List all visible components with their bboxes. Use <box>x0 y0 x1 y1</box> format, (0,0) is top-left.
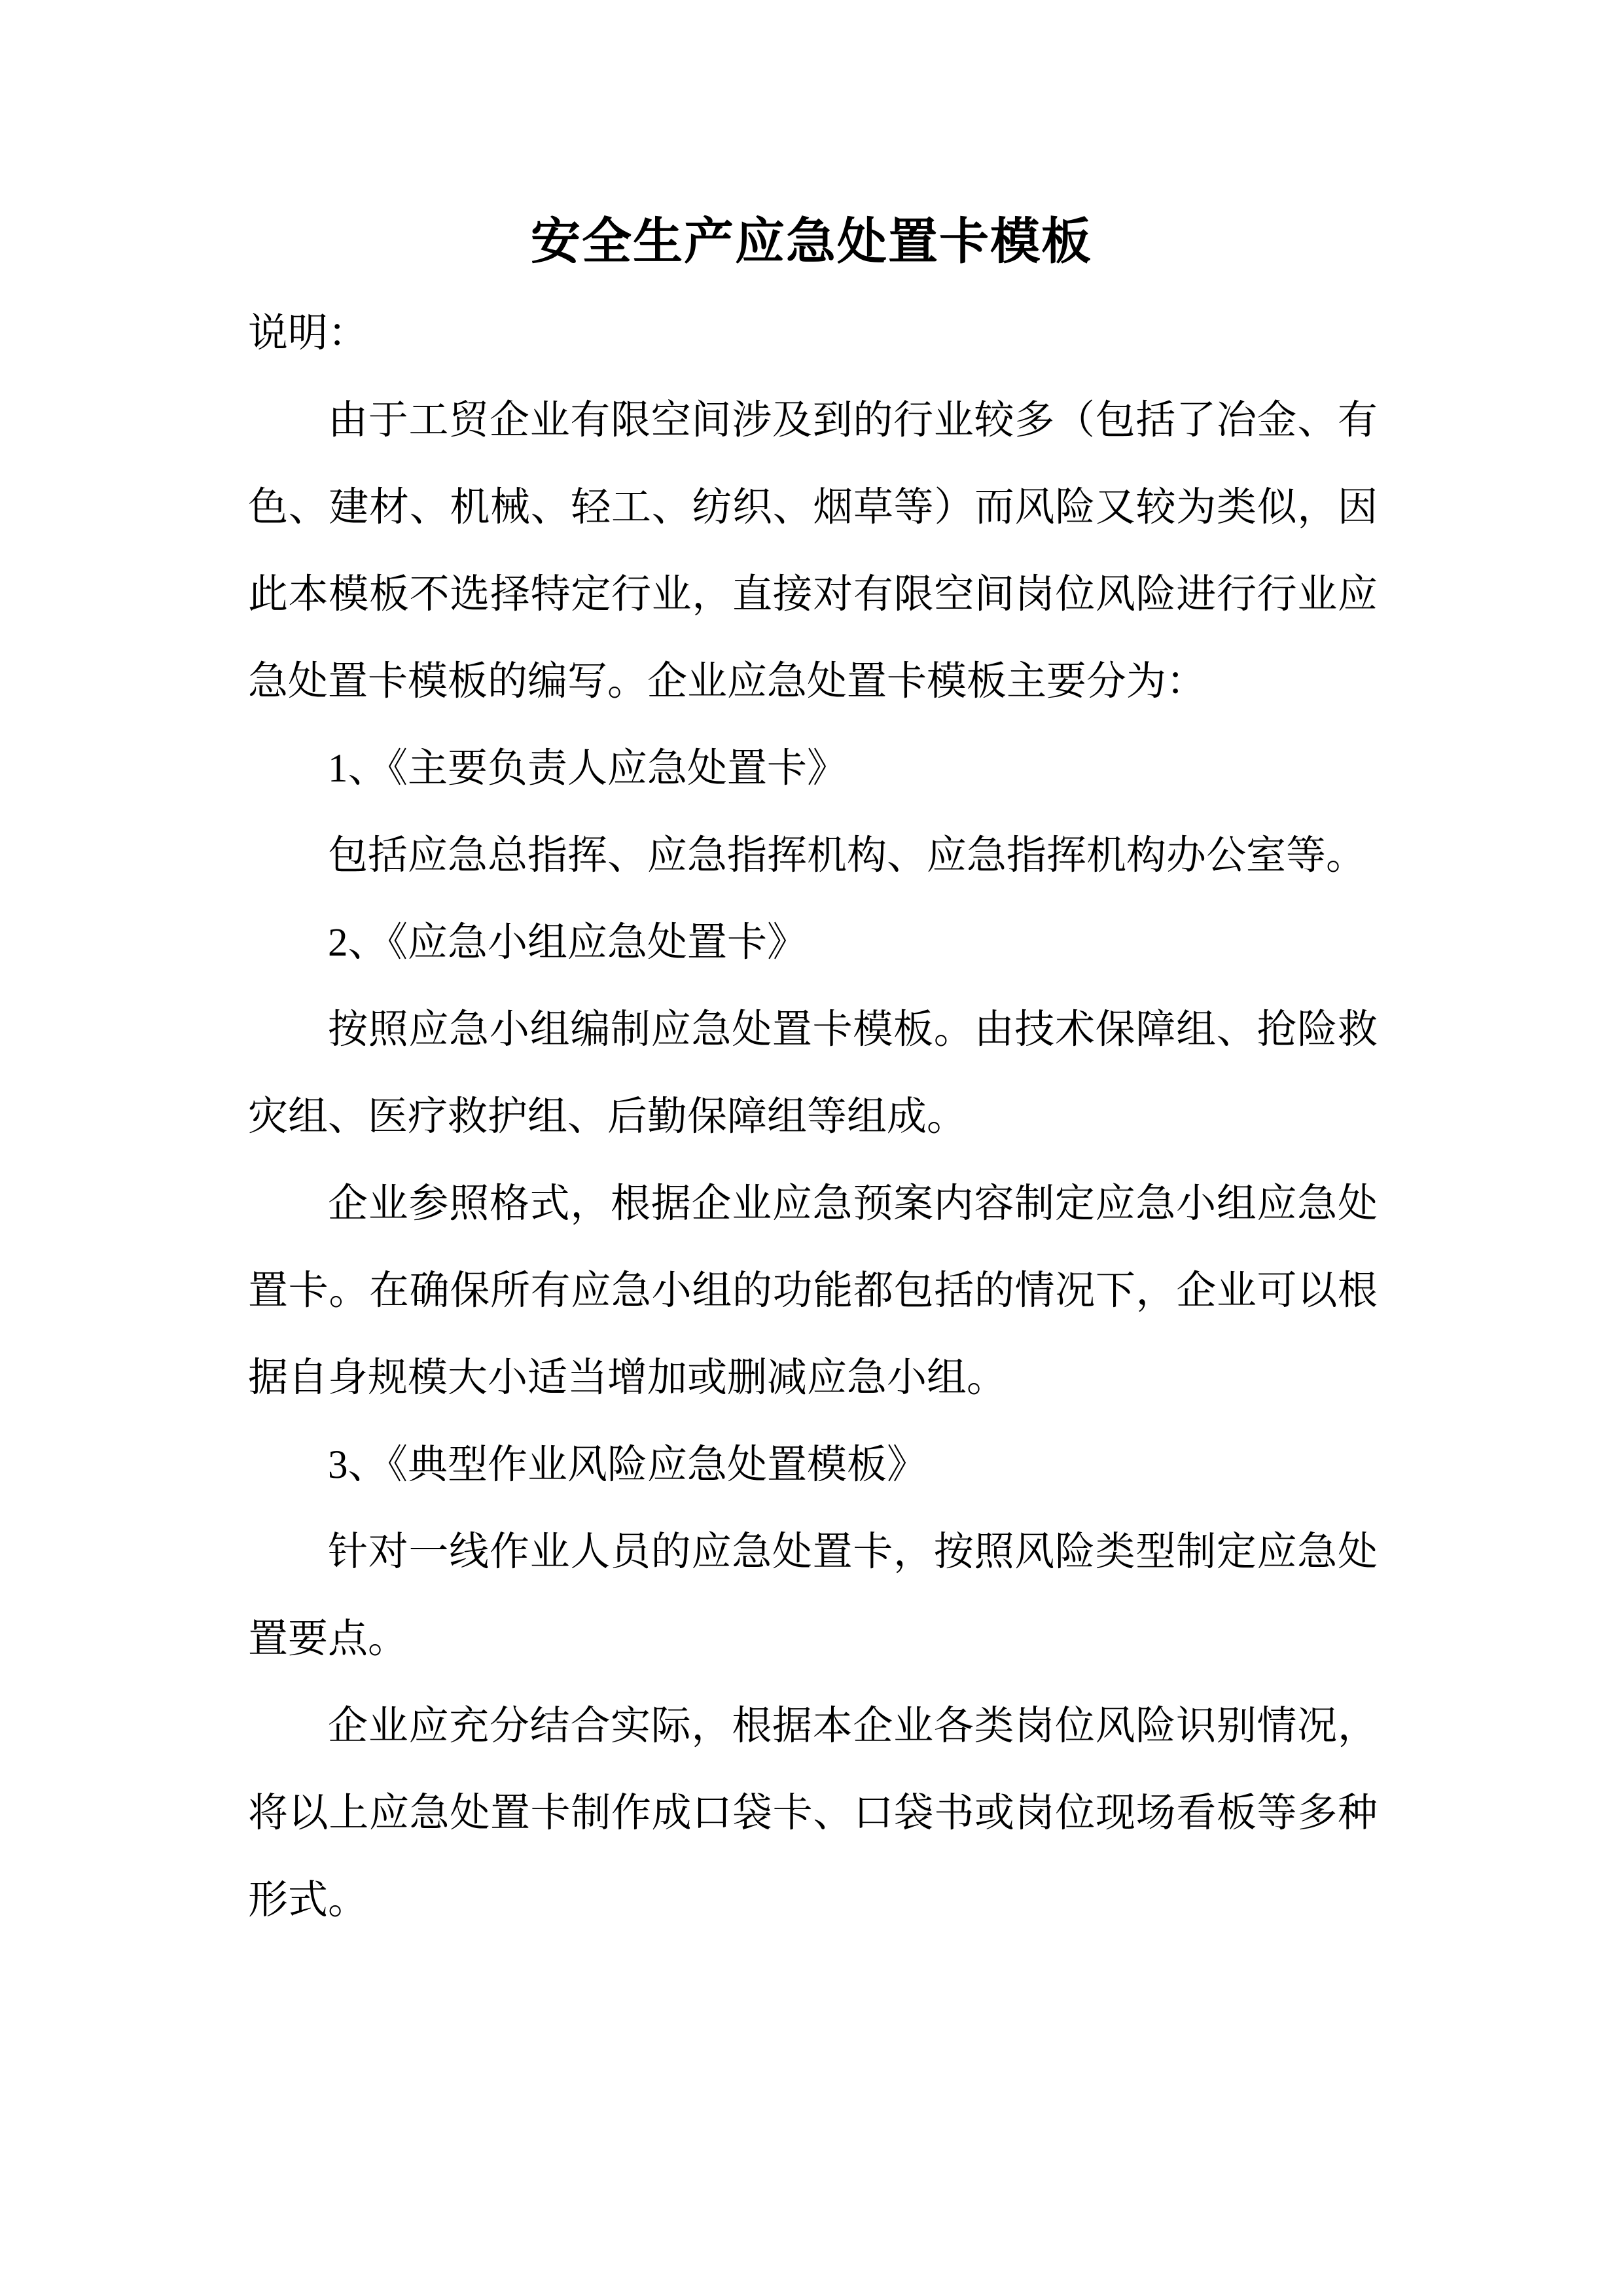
paragraph: 企业参照格式，根据企业应急预案内容制定应急小组应急处置卡。在确保所有应急小组的功能都包括的情况下，企业可以根据自身规模大小适当增加或删减应急小组。 <box>248 1182 1378 1400</box>
paragraph: 说明： <box>248 312 368 355</box>
paragraph: 2、《应急小组应急处置卡》 <box>328 921 808 965</box>
paragraph: 企业应充分结合实际，根据本企业各类岗位风险识别情况，将以上应急处置卡制作成口袋卡、口袋书或岗位现场看板等多种形式。 <box>248 1704 1378 1922</box>
document-title: 安全生产应急处置卡模板 <box>531 214 1092 270</box>
document-body <box>248 290 1378 1944</box>
paragraph: 由于工贸企业有限空间涉及到的行业较多（包括了冶金、有色、建材、机械、轻工、纺织、烟草等）而风险又较为类似，因此本模板不选择特定行业，直接对有限空间岗位风险进行行业应急处置卡模板的编写。企业应急处置卡模板主要分为： <box>248 399 1378 704</box>
paragraph: 3、《典型作业风险应急处置模板》 <box>328 1443 927 1487</box>
paragraph: 1、《主要负责人应急处置卡》 <box>328 747 847 791</box>
paragraph: 针对一线作业人员的应急处置卡，按照风险类型制定应急处置要点。 <box>248 1530 1378 1661</box>
paragraph: 包括应急总指挥、应急指挥机构、应急指挥机构办公室等。 <box>328 834 1366 878</box>
paragraph: 按照应急小组编制应急处置卡模板。由技术保障组、抢险救灾组、医疗救护组、后勤保障组等组成。 <box>248 1008 1378 1139</box>
